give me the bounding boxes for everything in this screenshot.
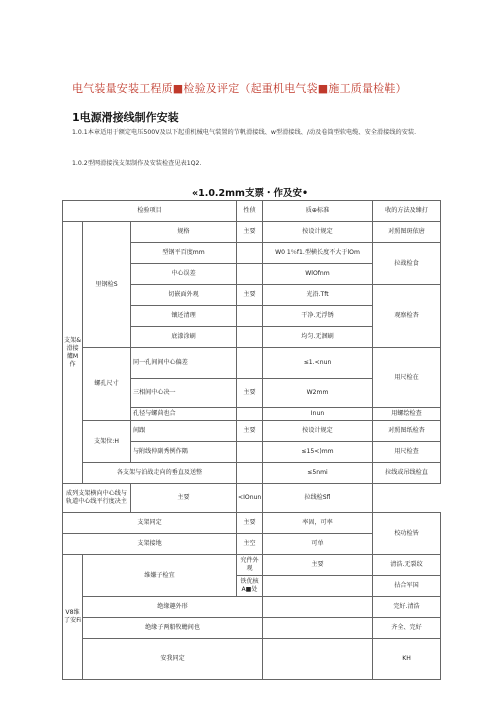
cell-standard: KH [373, 639, 441, 680]
cell-item: 切嵌面外观 [131, 285, 237, 306]
table-header-row [63, 201, 441, 222]
cell-item: 与附线仲副秀例作隅 [131, 442, 237, 463]
cell-standard: 可单 [263, 534, 373, 555]
cell-standard: W0 1％f1.型横长度不大于lOm [263, 243, 373, 264]
cell-standard: 齐全、完好 [373, 618, 441, 639]
cell-method: 用尺检查 [373, 442, 441, 463]
table-row [63, 555, 441, 576]
cell-standard: 率固，可率 [263, 513, 373, 534]
paragraph-1-0-1: 1.0.1本章适用于额定电压500V及以下起重机械电气装置的节帆滑接线、w型滑接线、/动及卷筒型软电缆、安全滑接线的安装. [72, 129, 417, 136]
cell-item: 孔径与螺茴也合 [131, 408, 237, 421]
table-row [63, 463, 441, 484]
table-row [63, 348, 441, 379]
cell-item: 间跟 [131, 421, 237, 442]
cell-item: 支架同定 [63, 513, 237, 534]
cell-item: 同一孔间间中心偏差 [131, 348, 237, 379]
subgroup-position-label: 支架位:H [83, 421, 131, 463]
cell-standard: 光沿.Tft [263, 285, 373, 306]
cell-nature: 主要 [237, 379, 263, 408]
header-nature: 性侦 [237, 201, 263, 222]
cell-item: 三相间中心决一 [131, 379, 237, 408]
cell-nature: 主要 [131, 484, 237, 513]
table-row [63, 597, 441, 618]
cell-nature: 主要 [237, 285, 263, 306]
table-row [63, 421, 441, 442]
cell-nature [237, 306, 263, 327]
cell-nature [237, 327, 263, 348]
cell-standard: 均匀.无溷刷 [263, 327, 373, 348]
cell-standard: <IOnun [237, 484, 263, 513]
cell-nature: 主空 [237, 534, 263, 555]
cell-standard: 清浩.无裂纹 [373, 555, 441, 576]
cell-method: 校功检皆 [373, 513, 441, 555]
cell-standard: Inun [263, 408, 373, 421]
subgroup-insulator-label: 维嫌子检宜 [83, 555, 237, 597]
subgroup-steel-label: 里钢检S [83, 222, 131, 348]
cell-nature [237, 463, 263, 484]
cell-standard: 按设计规定 [263, 222, 373, 243]
paragraph-1-0-2: 1.0.2型网滑接浅支架制作及安装检查见表1Q2. [72, 160, 202, 167]
cell-nature: 主要 [237, 421, 263, 442]
cell-item: 成列支架横向中心线与轨道中心线平行度决主 [63, 484, 131, 513]
cell-item: 究件外观 [237, 555, 263, 576]
section-heading: 1电源滑接线制作安装 [72, 111, 179, 124]
cell-method: 拉线检Sfl [263, 484, 373, 513]
cell-nature [237, 264, 263, 285]
cell-nature [263, 576, 373, 597]
cell-nature [237, 243, 263, 264]
cell-item: 铁优核A■处 [237, 576, 263, 597]
cell-item: 绝缘子两船牧蟾间也 [83, 618, 263, 639]
header-item: 检验项目 [63, 201, 237, 222]
cell-method: 拉线或吊线检直 [373, 463, 441, 484]
cell-method: 对照图纸检杳 [373, 421, 441, 442]
inspection-table [62, 200, 441, 680]
table-row [63, 513, 441, 534]
cell-method: 拉战检食 [373, 243, 441, 285]
cell-nature: 主要 [263, 555, 373, 576]
group-insulator-label: V8维了安Fi [63, 555, 83, 680]
cell-item: 支架接地 [63, 534, 237, 555]
cell-method: 用螺绘检查 [373, 408, 441, 421]
document-title: 电气装量安装工程质■检验及评定（起重机电气袋■施工质量检鞋） [72, 82, 407, 95]
cell-item: 各支架与泊战走向的垂直及送整 [83, 463, 237, 484]
cell-standard: 干净.无浮锈 [263, 306, 373, 327]
table-caption: «1.0.2mm支票・作及安• [191, 188, 309, 199]
cell-item: 底漆涂刷 [131, 327, 237, 348]
cell-standard: 完好.清浩 [373, 597, 441, 618]
cell-item: 型钢平百度mm [131, 243, 237, 264]
cell-nature [237, 408, 263, 421]
group-support-label: 支架&滑接爐M作 [63, 222, 83, 484]
cell-item: 规格 [131, 222, 237, 243]
subgroup-hole-label: 螺孔尺寸 [83, 348, 131, 421]
cell-item: 中心误差 [131, 264, 237, 285]
cell-item: 绝缘趣外形 [83, 597, 263, 618]
table-row [63, 484, 441, 513]
cell-standard: ≤5nmi [263, 463, 373, 484]
cell-item: 镶还清理 [131, 306, 237, 327]
cell-nature [237, 442, 263, 463]
cell-standard: 按设计规定 [263, 421, 373, 442]
header-standard: 质⊕标准 [263, 201, 373, 222]
table-row [63, 639, 441, 680]
cell-method: 观察检杳 [373, 285, 441, 348]
cell-nature [237, 348, 263, 379]
cell-item: 安我同定 [83, 639, 263, 680]
cell-method: 用尺检在 [373, 348, 441, 408]
table-row [63, 618, 441, 639]
cell-standard: ≤15<)mm [263, 442, 373, 463]
table-row [63, 222, 441, 243]
cell-standard: W2mm [263, 379, 373, 408]
cell-nature: 主要 [237, 222, 263, 243]
cell-nature [263, 639, 373, 680]
cell-standard: WlOfnm [263, 264, 373, 285]
cell-standard: 拈合军国 [373, 576, 441, 597]
cell-method: 对照图斑依唐 [373, 222, 441, 243]
cell-standard: ≤1.<nun [263, 348, 373, 379]
header-method: 收的方法及臻打 [373, 201, 441, 222]
cell-nature [263, 618, 373, 639]
cell-nature: 主要 [237, 513, 263, 534]
cell-nature [263, 597, 373, 618]
